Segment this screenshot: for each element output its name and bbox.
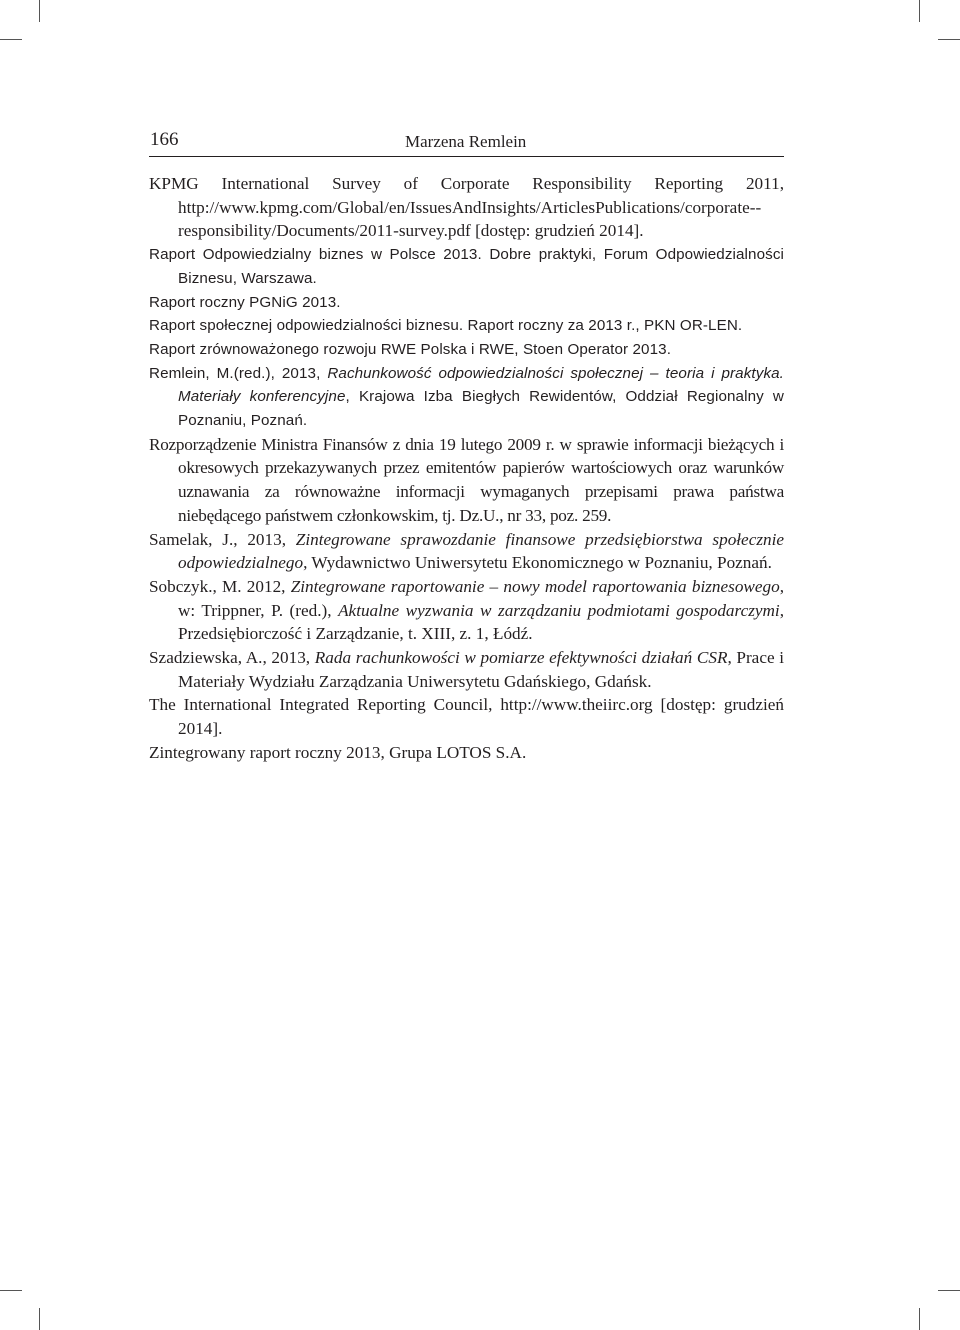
reference-text: , w: Trippner, P. (red.),	[178, 576, 784, 620]
reference-text: Samelak, J., 2013,	[149, 529, 296, 549]
crop-mark-bottom-left-horizontal	[0, 1290, 22, 1291]
reference-title: Zintegrowane raportowanie – nowy model raportowania biznesowego	[290, 576, 780, 596]
running-head-author: Marzena Remlein	[405, 132, 527, 151]
reference-text: , Krajowa Izba Biegłych Rewidentów, Oddział Regionalny w Poznaniu, Poznań.	[178, 388, 784, 430]
page-number: 166	[150, 129, 179, 150]
reference-text: Raport społecznej odpowiedzialności biznesu. Raport roczny za 2013 r., PKN OR-LEN.	[149, 317, 743, 335]
crop-mark-bottom-right-horizontal	[938, 1290, 960, 1291]
reference-text: Szadziewska, A., 2013,	[149, 648, 315, 668]
reference-entry	[149, 741, 784, 765]
reference-title: Zintegrowane sprawozdanie finansowe przedsiębiorstwa społecznie odpowiedzialnego	[178, 529, 785, 573]
reference-text: , Wydawnictwo Uniwersytetu Ekonomicznego w Poznaniu, Poznań.	[303, 553, 772, 573]
reference-text: The International Integrated Reporting Council, http://www.theiirc.org [dostęp: grudzień 2014].	[149, 695, 784, 739]
reference-title: Rada rachunkowości w pomiarze efektywności działań CSR	[314, 648, 728, 668]
reference-text: Rozporządzenie Ministra Finansów z dnia 19 lutego 2009 r. w sprawie informacji bieżących i okresowych przekazywanych przez emitentów papierów wartościowych oraz warunków uznawania za równoważne informacji wymaganych przepisami prawa państwa niebędącego państwem członkowskim, tj. Dz.U., nr 33, poz. 259.	[149, 434, 784, 525]
reference-text: Raport roczny PGNiG 2013.	[149, 293, 341, 311]
reference-text: Sobczyk., M. 2012,	[149, 576, 291, 596]
crop-mark-top-right-horizontal	[938, 39, 960, 40]
reference-entry	[149, 291, 784, 315]
reference-entry	[149, 528, 784, 575]
reference-book-title: Aktualne wyzwania w zarządzaniu podmiotami gospodarczymi	[338, 600, 780, 620]
reference-entry	[149, 338, 784, 362]
bibliography-list	[149, 172, 784, 765]
reference-entry	[149, 243, 784, 290]
reference-text: KPMG International Survey of Corporate Responsibility Reporting 2011, http://www.kpmg.com/Global/en/IssuesAndInsights/ArticlesPublications/corporate--responsibility/Documents/2011-survey.pdf [dostęp: grudzień 2014].	[149, 174, 784, 241]
reference-text: Raport zrównoważonego rozwoju RWE Polska i RWE, Stoen Operator 2013.	[149, 340, 672, 358]
reference-title: Rachunkowość odpowiedzialności społecznej – teoria i praktyka. Materiały konferencyjne	[178, 364, 785, 406]
reference-text: Remlein, M.(red.), 2013,	[149, 364, 328, 382]
reference-entry	[149, 575, 784, 646]
reference-entry	[149, 172, 784, 243]
reference-entry	[149, 693, 784, 740]
reference-entry	[149, 433, 784, 528]
reference-text: , Przedsiębiorczość i Zarządzanie, t. XIII, z. 1, Łódź.	[178, 600, 784, 644]
crop-mark-bottom-right-vertical	[919, 1308, 920, 1330]
reference-entry	[149, 362, 784, 433]
crop-mark-bottom-left-vertical	[39, 1308, 40, 1330]
reference-text: , Prace i Materiały Wydziału Zarządzania Uniwersytetu Gdańskiego, Gdańsk.	[178, 648, 785, 691]
reference-text: Raport Odpowiedzialny biznes w Polsce 2013. Dobre praktyki, Forum Odpowiedzialności Biznesu, Warszawa.	[149, 246, 784, 287]
crop-mark-top-left-vertical	[39, 0, 40, 22]
reference-text: Zintegrowany raport roczny 2013, Grupa LOTOS S.A.	[149, 742, 527, 762]
header-rule	[149, 156, 784, 157]
crop-mark-top-left-horizontal	[0, 39, 22, 40]
reference-entry	[149, 646, 784, 693]
reference-entry	[149, 314, 784, 338]
crop-mark-top-right-vertical	[919, 0, 920, 22]
